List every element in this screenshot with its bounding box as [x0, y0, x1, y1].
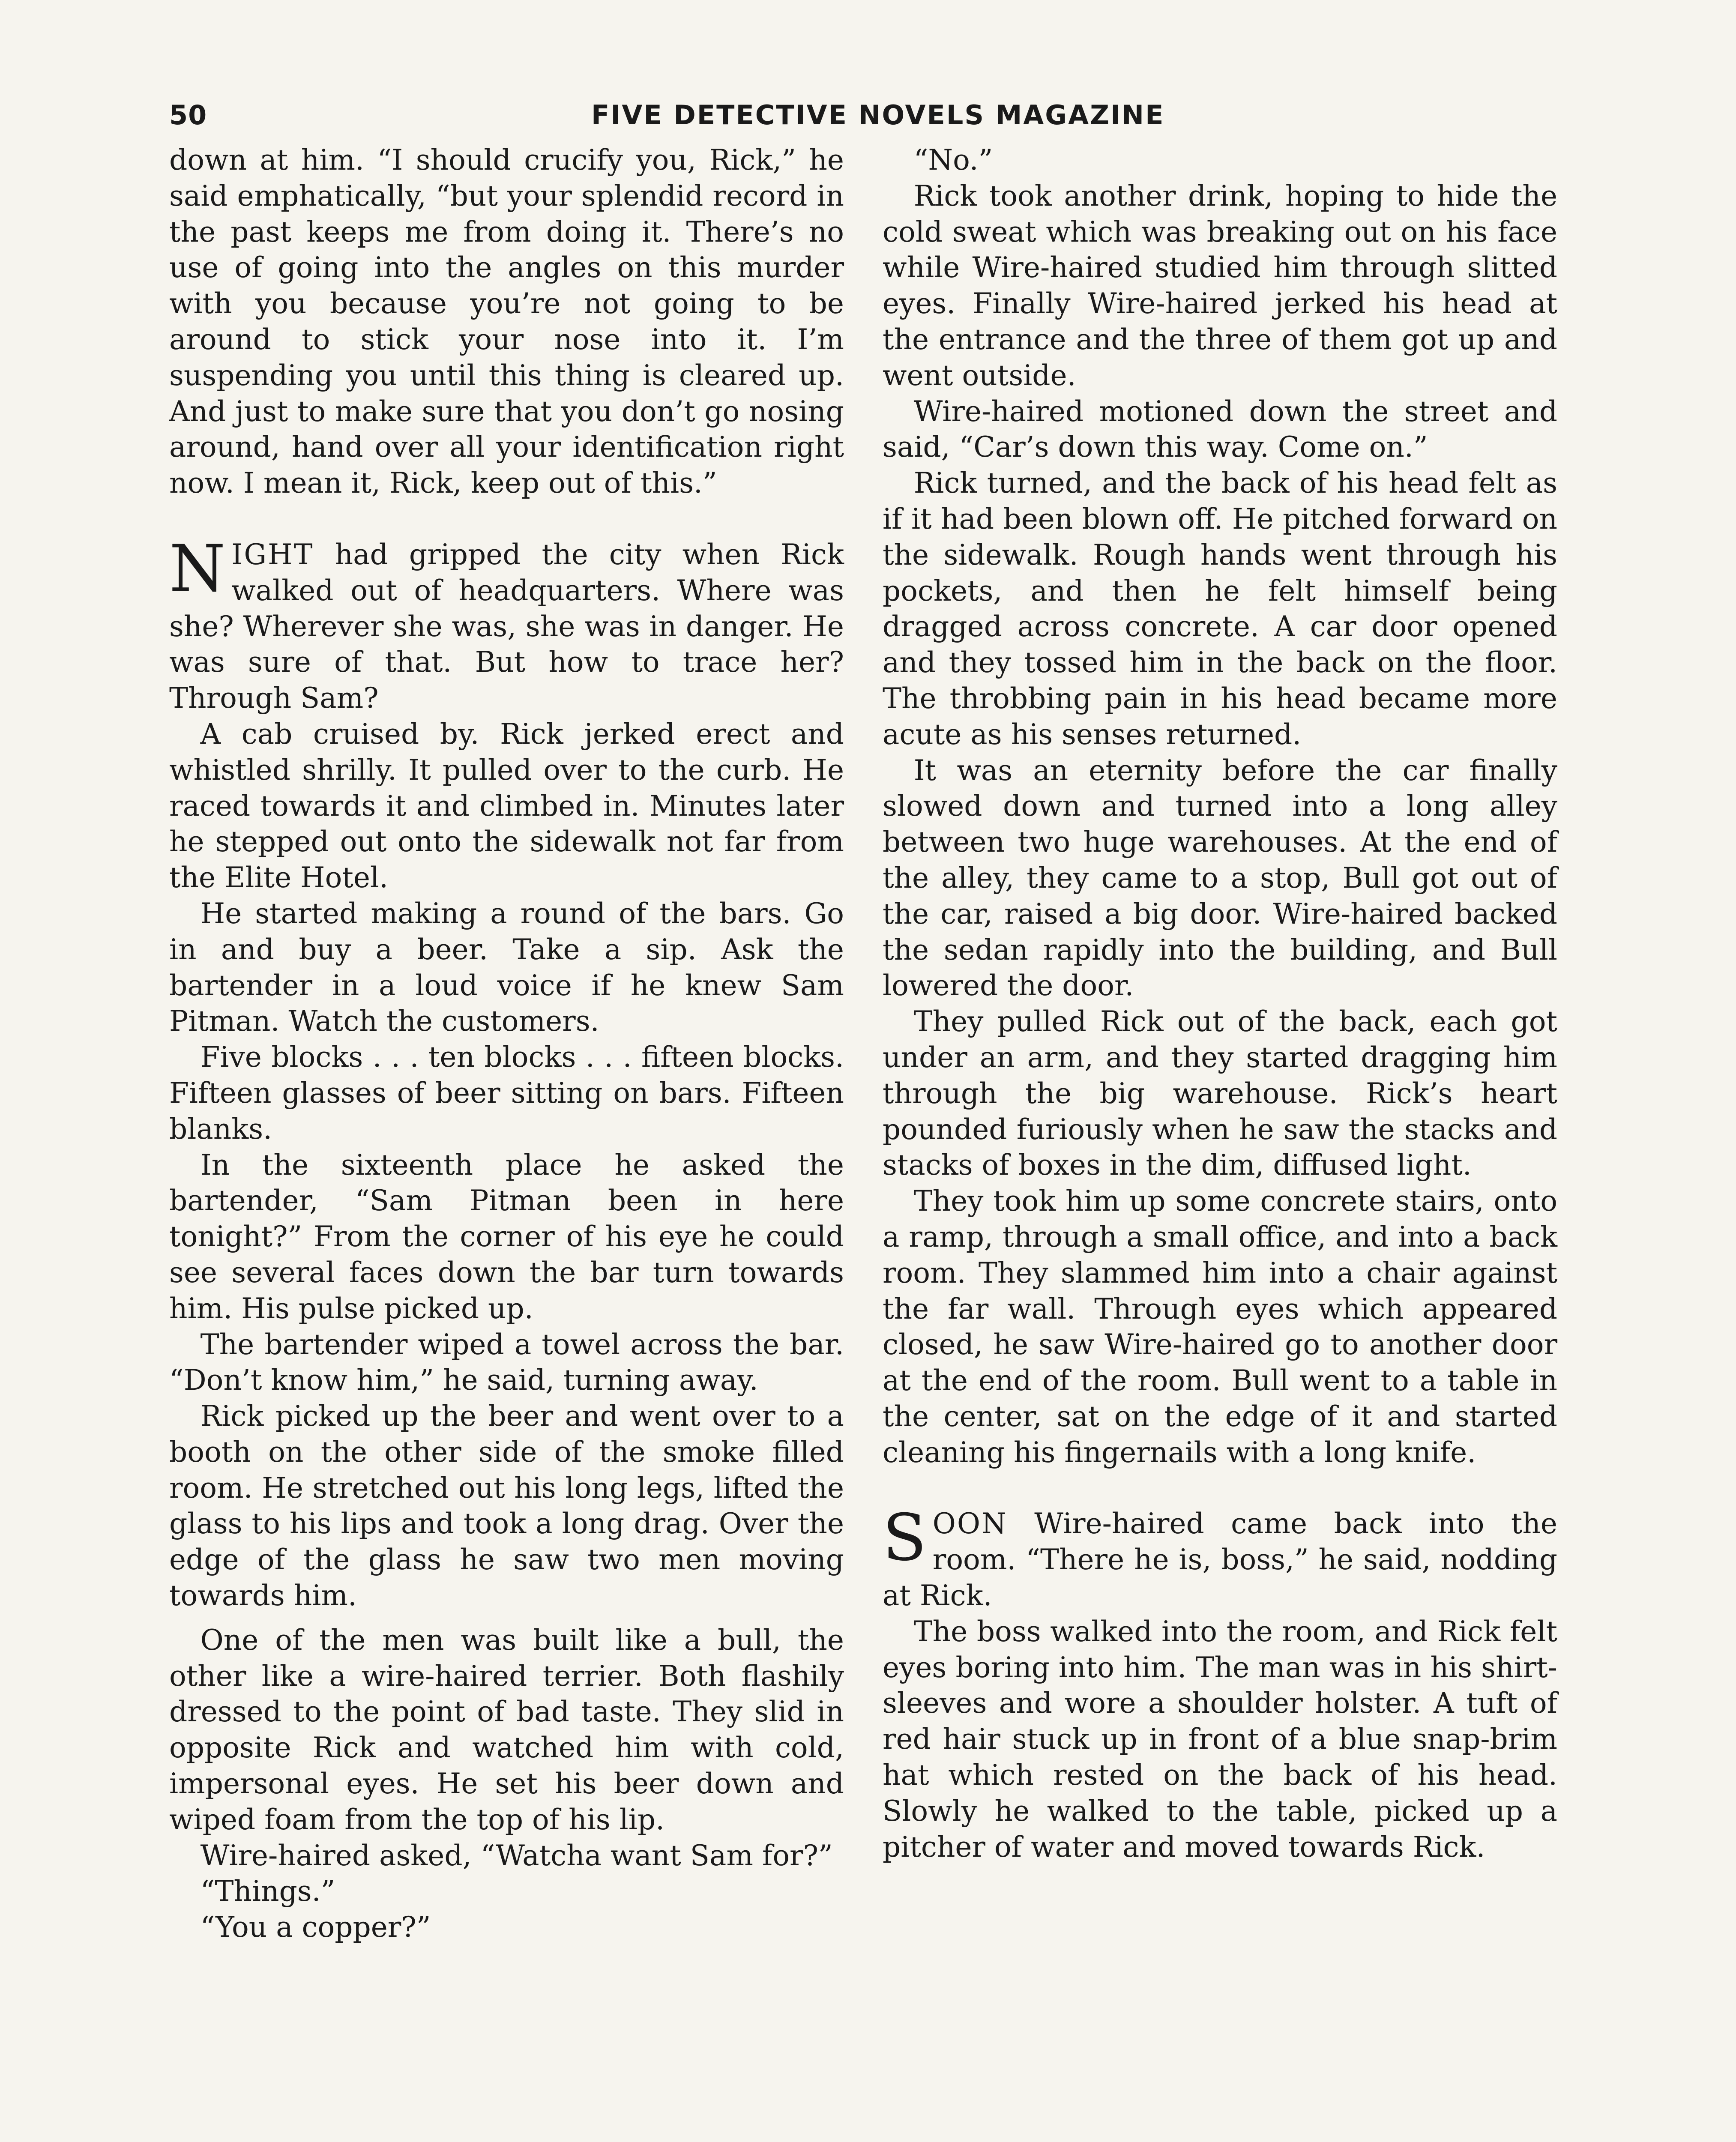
page-number: 50 [169, 99, 207, 131]
paragraph: The boss walked into the room, and Rick felt eyes boring into him. The man was in his shirt-sleeves and wore a shoulder holster. A tuft of red hair stuck up in front of a blue snap-brim hat which rested on the back of his head. Slowly he walked to the table, picked up a pitcher of water and moved towards Rick. [883, 1615, 1557, 1864]
paragraph: In the sixteenth place he asked the bartender, “Sam Pitman been in here tonight?” From the corner of his eye he could see several faces down the bar turn towards him. His pulse picked up. [169, 1148, 844, 1325]
paragraph: He started making a round of the bars. Go in and buy a beer. Take a sip. Ask the bartender in a loud voice if he knew Sam Pitman. Watch the customers. [169, 897, 844, 1038]
section-paragraph [169, 531, 844, 716]
paragraph-text: had gripped the city when Rick walked out of headquarters. Where was she? Wherever she was, she was in danger. He was sure of that. But how to trace her? Through Sam? [169, 538, 844, 715]
paragraph: Rick picked up the beer and went over to a booth on the other side of the smoke filled room. He stretched out his long legs, lifted the glass to his lips and took a long drag. Over the edge of the glass he saw two men moving towards him. [169, 1400, 844, 1612]
paragraph: Five blocks . . . ten blocks . . . fifteen blocks. Fifteen glasses of beer sitting on bars. Fifteen blanks. [169, 1041, 844, 1146]
lead-in-word: OON [932, 1507, 1008, 1541]
drop-cap: S [883, 1501, 927, 1576]
paragraph: They pulled Rick out of the back, each got under an arm, and they started dragging him through the big warehouse. Rick’s heart pounded furiously when he saw the stacks and stacks of boxes in the dim, diffused light. [883, 1005, 1557, 1182]
left-column [169, 142, 844, 1945]
paragraph: The bartender wiped a towel across the bar. “Don’t know him,” he said, turning away. [169, 1328, 844, 1397]
paragraph: One of the men was built like a bull, the other like a wire-haired terrier. Both flashily dressed to the point of bad taste. They slid in opposite Rick and watched him with cold, impersonal eyes. He set his beer down and wiped foam from the top of his lip. [169, 1623, 844, 1836]
paragraph: Rick took another drink, hoping to hide the cold sweat which was breaking out on his face while Wire-haired studied him through slitted eyes. Finally Wire-haired jerked his head at the entrance and the three of them got up and went outside. [883, 179, 1557, 392]
drop-cap: N [169, 531, 226, 606]
paragraph: Wire-haired asked, “Watcha want Sam for?” [200, 1839, 833, 1872]
paragraph-text: Wire-haired came back into the room. “There he is, boss,” he said, nodding at Rick. [883, 1507, 1557, 1612]
paragraph: Rick turned, and the back of his head felt as if it had been blown off. He pitched forward on the sidewalk. Rough hands went through his pockets, and then he felt himself being dragged across concrete. A car door opened and they tossed him in the back on the floor. The throbbing pain in his head became more acute as his senses returned. [883, 467, 1557, 751]
paragraph: They took him up some concrete stairs, onto a ramp, through a small office, and into a back room. They slammed him into a chair against the far wall. Through eyes which appeared closed, he saw Wire-haired go to another door at the end of the room. Bull went to a table in the center, sat on the edge of it and started cleaning his fingernails with a long knife. [883, 1185, 1557, 1469]
running-head-title: FIVE DETECTIVE NOVELS MAGAZINE [591, 99, 1165, 131]
paragraph: Wire-haired motioned down the street and said, “Car’s down this way. Come on.” [883, 395, 1557, 464]
lead-in-word: IGHT [231, 538, 314, 571]
paragraph: “You a copper?” [200, 1911, 431, 1944]
section-paragraph [883, 1501, 1557, 1613]
paragraph: It was an eternity before the car finally slowed down and turned into a long alley between two huge warehouses. At the end of the alley, they came to a stop, Bull got out of the car, raised a big door. Wire-haired backed the sedan rapidly into the building, and Bull lowered the door. [883, 754, 1557, 1002]
paragraph: “No.” [913, 144, 993, 177]
paragraph: “Things.” [200, 1875, 335, 1908]
right-column [883, 142, 1557, 1865]
paragraph: down at him. “I should crucify you, Rick,” he said emphatically, “but your splendid record in the past keeps me from doing it. There’s no use of going into the angles on this murder with you because you’re not going to be around to stick your nose into it. I’m suspending you until this thing is cleared up. And just to make sure that you don’t go nosing around, hand over all your identification right now. I mean it, Rick, keep out of this.” [169, 144, 844, 500]
paragraph: A cab cruised by. Rick jerked erect and whistled shrilly. It pulled over to the curb. He raced towards it and climbed in. Minutes later he stepped out onto the sidewalk not far from the Elite Hotel. [169, 717, 844, 894]
